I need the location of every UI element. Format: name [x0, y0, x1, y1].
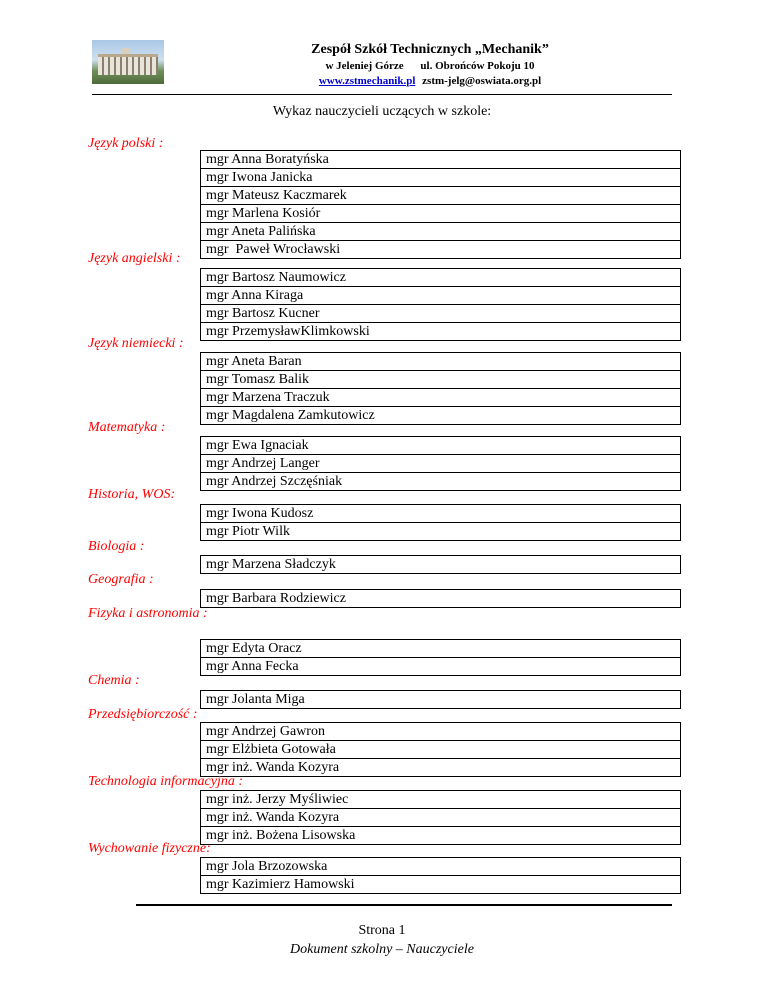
- subject-label: Język angielski :: [88, 251, 181, 266]
- school-name: Zespół Szkół Technicznych „Mechanik”: [311, 42, 549, 57]
- teacher-row: mgr Anna Kiraga: [201, 286, 680, 304]
- teacher-row: mgr Marzena Sładczyk: [206, 557, 336, 572]
- teacher-table: [200, 857, 681, 894]
- email-text: zstm-jelg@oswiata.org.pl: [422, 75, 542, 87]
- teacher-table: [200, 150, 681, 259]
- teacher-table: [200, 352, 681, 425]
- teacher-row: mgr Anna Fecka: [201, 657, 680, 675]
- document-footer-title: Dokument szkolny – Nauczyciele: [290, 942, 474, 957]
- teacher-row: mgr Bartosz Naumowicz: [206, 270, 346, 285]
- teacher-row: mgr PrzemysławKlimkowski: [201, 322, 680, 340]
- teacher-table: [200, 722, 681, 777]
- teacher-table: [200, 555, 681, 574]
- teacher-row: mgr Aneta Palińska: [201, 222, 680, 240]
- teacher-table: [200, 790, 681, 845]
- header-address-line: [250, 60, 610, 72]
- subject-label: Przedsiębiorczość :: [88, 707, 198, 722]
- document-title: Wykaz nauczycieli uczących w szkole:: [272, 104, 492, 119]
- teacher-row: mgr Iwona Janicka: [201, 168, 680, 186]
- city-text: w Jeleniej Górze: [325, 60, 404, 72]
- teacher-table: [200, 690, 681, 709]
- teacher-row: mgr Kazimierz Hamowski: [201, 875, 680, 893]
- teacher-table: [200, 589, 681, 608]
- teacher-row: mgr Andrzej Langer: [201, 454, 680, 472]
- teacher-row: mgr Paweł Wrocławski: [201, 240, 680, 258]
- header-divider: [92, 94, 672, 95]
- teacher-row: mgr Edyta Oracz: [206, 641, 302, 656]
- subject-label: Historia, WOS:: [88, 487, 176, 502]
- subject-label: Fizyka i astronomia :: [88, 606, 208, 621]
- teacher-row: mgr Iwona Kudosz: [206, 506, 314, 521]
- teacher-row: mgr inż. Wanda Kozyra: [201, 758, 680, 776]
- street-address: ul. Obrońców Pokoju 10: [420, 60, 535, 72]
- page-number: Strona 1: [358, 923, 406, 938]
- teacher-row: mgr Jolanta Miga: [206, 692, 305, 707]
- teacher-row: mgr Bartosz Kucner: [201, 304, 680, 322]
- school-building-photo: [92, 40, 164, 84]
- teacher-row: mgr Andrzej Gawron: [206, 724, 325, 739]
- teacher-table: [200, 504, 681, 541]
- building-facade: [98, 54, 158, 75]
- subject-label: Chemia :: [88, 673, 140, 688]
- teacher-row: mgr Ewa Ignaciak: [206, 438, 309, 453]
- teacher-row: mgr Piotr Wilk: [201, 522, 680, 540]
- teacher-row: mgr Andrzej Szczęśniak: [201, 472, 680, 490]
- subject-label: Język niemiecki :: [88, 336, 184, 351]
- subject-label: Wychowanie fizyczne:: [88, 841, 211, 856]
- teacher-row: mgr Marzena Traczuk: [201, 388, 680, 406]
- teacher-row: mgr Marlena Kosiór: [201, 204, 680, 222]
- subject-label: Biologia :: [88, 539, 145, 554]
- teacher-row: mgr Tomasz Balik: [201, 370, 680, 388]
- teacher-row: mgr Jola Brzozowska: [206, 859, 328, 874]
- subject-label: Technologia informacyjna :: [88, 774, 244, 789]
- teacher-row: mgr Magdalena Zamkutowicz: [201, 406, 680, 424]
- subject-label: Matematyka :: [88, 420, 166, 435]
- teacher-row: mgr inż. Jerzy Myśliwiec: [206, 792, 349, 807]
- teacher-row: mgr Anna Boratyńska: [206, 152, 329, 167]
- teacher-row: mgr Mateusz Kaczmarek: [201, 186, 680, 204]
- footer-divider: [136, 904, 672, 906]
- teacher-row: mgr Elżbieta Gotowała: [201, 740, 680, 758]
- header-contact-line: [250, 75, 610, 87]
- teacher-row: mgr Aneta Baran: [206, 354, 302, 369]
- subject-label: Geografia :: [88, 572, 154, 587]
- website-link[interactable]: www.zstmechanik.pl: [318, 75, 416, 87]
- teacher-table: [200, 436, 681, 491]
- teacher-row: mgr Barbara Rodziewicz: [206, 591, 346, 606]
- teacher-table: [200, 639, 681, 676]
- subject-label: Język polski :: [88, 136, 164, 151]
- teacher-row: mgr inż. Wanda Kozyra: [201, 808, 680, 826]
- teacher-table: [200, 268, 681, 341]
- teacher-row: mgr inż. Bożena Lisowska: [201, 826, 680, 844]
